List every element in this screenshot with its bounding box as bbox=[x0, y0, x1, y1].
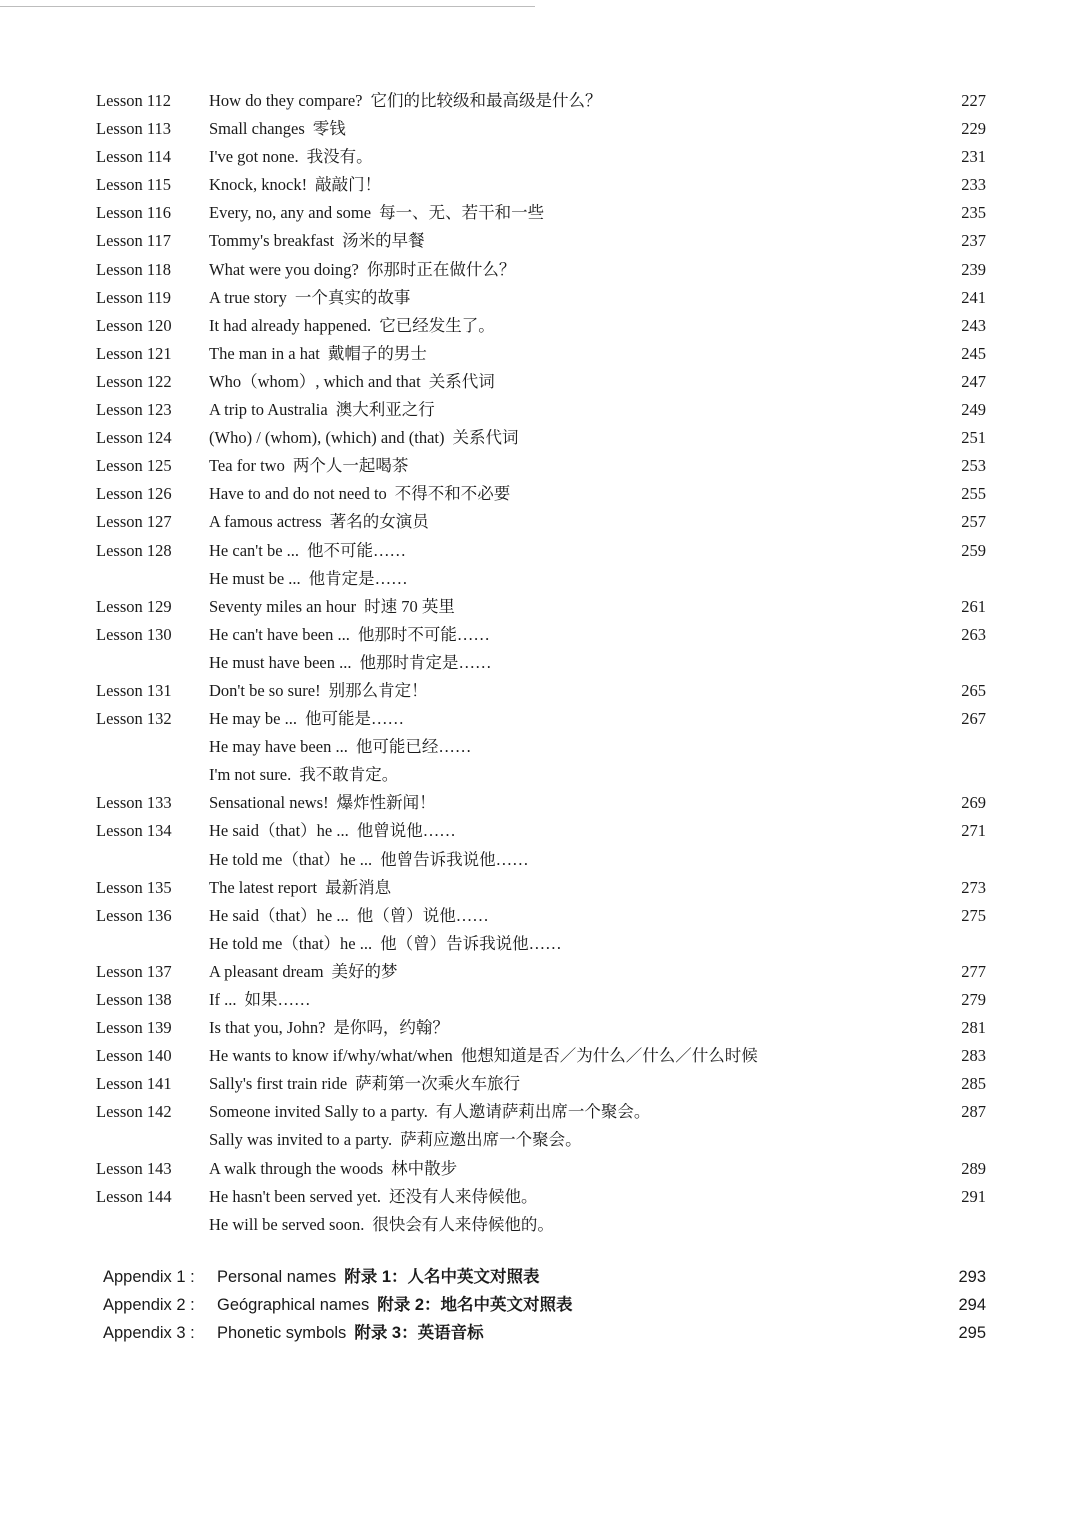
toc-entry[interactable] bbox=[0, 508, 1080, 536]
toc-entry[interactable] bbox=[0, 87, 1080, 115]
toc-entry[interactable] bbox=[0, 199, 1080, 227]
appendix-label: Appendix 1 : bbox=[103, 1267, 195, 1286]
toc-entry[interactable] bbox=[0, 565, 1080, 593]
appendix-label: Appendix 2 : bbox=[103, 1295, 195, 1314]
page-number: 255 bbox=[961, 484, 986, 504]
lesson-title bbox=[209, 1042, 758, 1070]
lesson-title bbox=[209, 452, 408, 480]
lesson-title-english: He said（that）he ... bbox=[209, 905, 349, 925]
lesson-title-english: He can't have been ... bbox=[209, 624, 350, 644]
appendix-title bbox=[217, 1291, 573, 1319]
lesson-title-chinese: 萨莉第一次乘火车旅行 bbox=[355, 1074, 521, 1094]
lesson-title bbox=[209, 284, 410, 312]
lesson-number: Lesson 116 bbox=[96, 203, 172, 223]
lesson-title-chinese: 澳大利亚之行 bbox=[335, 400, 435, 420]
lesson-title bbox=[209, 115, 346, 143]
lesson-title-english: A famous actress bbox=[209, 512, 322, 532]
toc-entry[interactable] bbox=[0, 480, 1080, 508]
page-number: 257 bbox=[961, 512, 986, 532]
toc-entry[interactable] bbox=[0, 761, 1080, 789]
lesson-title bbox=[209, 537, 406, 565]
lesson-title-english: I'm not sure. bbox=[209, 765, 292, 785]
lesson-title-chinese: 林中散步 bbox=[391, 1158, 458, 1178]
appendix-title-english: Phonetic symbols bbox=[217, 1324, 347, 1343]
lesson-title bbox=[209, 1070, 520, 1098]
lesson-title-chinese: 他曾说他…… bbox=[356, 821, 456, 841]
lesson-title bbox=[209, 649, 492, 677]
toc-entry[interactable] bbox=[0, 396, 1080, 424]
table-of-contents bbox=[0, 87, 1080, 1347]
lesson-title bbox=[209, 1014, 449, 1042]
page-number: 289 bbox=[961, 1158, 986, 1178]
lesson-title-english: How do they compare? bbox=[209, 91, 363, 110]
appendix-title-english: Personal names bbox=[217, 1267, 337, 1286]
lesson-title bbox=[209, 705, 404, 733]
page-number: 265 bbox=[961, 680, 986, 700]
toc-entry[interactable] bbox=[0, 143, 1080, 171]
lesson-number: Lesson 121 bbox=[96, 343, 172, 363]
toc-entry[interactable] bbox=[0, 649, 1080, 677]
lesson-title-chinese: 他（曾）告诉我说他…… bbox=[380, 933, 562, 953]
lesson-title-chinese: 如果…… bbox=[244, 990, 311, 1009]
page-number: 291 bbox=[961, 1186, 986, 1206]
lesson-title-chinese: 它们的比较级和最高级是什么？ bbox=[370, 91, 602, 110]
lesson-title-english: Knock, knock! bbox=[209, 175, 308, 195]
lesson-number: Lesson 138 bbox=[96, 990, 172, 1009]
lesson-title-english: He may have been ... bbox=[209, 737, 348, 757]
top-rule bbox=[0, 6, 535, 7]
lesson-number: Lesson 130 bbox=[96, 624, 172, 644]
toc-entry[interactable] bbox=[0, 593, 1080, 621]
page-number: 281 bbox=[961, 1018, 986, 1038]
lesson-title-english: What were you doing? bbox=[209, 259, 359, 279]
lesson-number: Lesson 140 bbox=[96, 1046, 172, 1066]
lesson-number: Lesson 132 bbox=[96, 709, 172, 729]
lesson-title-chinese: 他可能已经…… bbox=[355, 737, 472, 757]
lesson-title-english: The latest report bbox=[209, 877, 318, 897]
lesson-title-english: He hasn't been served yet. bbox=[209, 1186, 382, 1206]
lesson-title-chinese: 是你吗，约翰？ bbox=[333, 1018, 449, 1038]
lesson-number: Lesson 119 bbox=[96, 287, 172, 307]
toc-entry[interactable] bbox=[0, 817, 1080, 845]
page-number: 287 bbox=[961, 1102, 986, 1122]
page-number: 233 bbox=[961, 175, 986, 195]
toc-entry[interactable] bbox=[0, 1211, 1080, 1239]
lesson-title bbox=[209, 789, 436, 817]
lesson-title-english: He told me（that）he ... bbox=[209, 933, 373, 953]
lesson-title-english: The man in a hat bbox=[209, 343, 320, 363]
lesson-number: Lesson 133 bbox=[96, 793, 172, 813]
lesson-title bbox=[209, 1183, 538, 1211]
lesson-number: Lesson 131 bbox=[96, 680, 172, 700]
lesson-number: Lesson 115 bbox=[96, 175, 172, 195]
lesson-title-english: A true story bbox=[209, 287, 287, 307]
page-number: 285 bbox=[961, 1074, 986, 1094]
toc-entry[interactable] bbox=[0, 621, 1080, 649]
lesson-number: Lesson 117 bbox=[96, 231, 172, 251]
appendix-title-chinese: 附录 3：英语音标 bbox=[354, 1324, 484, 1343]
lesson-number: Lesson 120 bbox=[96, 315, 172, 335]
lesson-number: Lesson 143 bbox=[96, 1158, 172, 1178]
lesson-title bbox=[209, 817, 456, 845]
page-number: 249 bbox=[961, 400, 986, 420]
lesson-title-english: Tea for two bbox=[209, 456, 285, 476]
page-number: 241 bbox=[961, 287, 986, 307]
lesson-title bbox=[209, 396, 435, 424]
lesson-title-chinese: 有人邀请萨莉出席一个聚会。 bbox=[435, 1102, 651, 1122]
lesson-title-english: Someone invited Sally to a party. bbox=[209, 1102, 428, 1122]
lesson-title-english: He may be ... bbox=[209, 709, 297, 729]
toc-entry[interactable] bbox=[0, 733, 1080, 761]
lesson-number: Lesson 122 bbox=[96, 371, 172, 391]
lesson-title-chinese: 爆炸性新闻！ bbox=[336, 793, 436, 813]
page-number: 277 bbox=[961, 961, 986, 981]
lesson-title-chinese: 他可能是…… bbox=[304, 709, 404, 729]
lesson-title-chinese: 关系代词 bbox=[428, 371, 495, 391]
lesson-title-english: Small changes bbox=[209, 119, 305, 139]
page-number: 229 bbox=[961, 119, 986, 139]
page-number: 283 bbox=[961, 1046, 986, 1066]
lesson-number: Lesson 112 bbox=[96, 91, 172, 110]
toc-entry[interactable] bbox=[0, 677, 1080, 705]
toc-entry[interactable] bbox=[0, 256, 1080, 284]
lesson-number: Lesson 139 bbox=[96, 1018, 172, 1038]
lesson-title-chinese: 美好的梦 bbox=[331, 961, 398, 981]
toc-entry[interactable] bbox=[0, 958, 1080, 986]
lesson-number: Lesson 141 bbox=[96, 1074, 172, 1094]
lesson-title-chinese: 汤米的早餐 bbox=[342, 231, 425, 251]
toc-entry[interactable] bbox=[0, 452, 1080, 480]
lesson-title-english: Seventy miles an hour bbox=[209, 596, 357, 616]
lesson-title bbox=[209, 677, 428, 705]
toc-entry[interactable] bbox=[0, 1070, 1080, 1098]
lesson-title bbox=[209, 733, 471, 761]
lesson-title bbox=[209, 902, 489, 930]
page-number: 259 bbox=[961, 540, 986, 560]
lesson-title-chinese: 最新消息 bbox=[325, 877, 392, 897]
page-number: 237 bbox=[961, 231, 986, 251]
lesson-title-chinese: 很快会有人来侍候他的。 bbox=[372, 1214, 554, 1234]
appendix-entry[interactable] bbox=[0, 1291, 1080, 1319]
lesson-title bbox=[209, 227, 425, 255]
lesson-number: Lesson 137 bbox=[96, 961, 172, 981]
lesson-title-english: He can't be ... bbox=[209, 540, 300, 560]
lesson-title bbox=[209, 593, 455, 621]
lesson-title-english: Every, no, any and some bbox=[209, 203, 372, 223]
lesson-title bbox=[209, 340, 427, 368]
toc-entry[interactable] bbox=[0, 340, 1080, 368]
page-number: 275 bbox=[961, 905, 986, 925]
lesson-number: Lesson 134 bbox=[96, 821, 172, 841]
lesson-title-english: He will be served soon. bbox=[209, 1214, 365, 1234]
lesson-title-chinese: 关系代词 bbox=[452, 428, 519, 448]
lesson-title-chinese: 我没有。 bbox=[306, 147, 373, 167]
lesson-title bbox=[209, 621, 490, 649]
lesson-number: Lesson 136 bbox=[96, 905, 172, 925]
lesson-title bbox=[209, 1126, 582, 1154]
lesson-title-english: Sensational news! bbox=[209, 793, 329, 813]
toc-entry[interactable] bbox=[0, 537, 1080, 565]
lesson-number: Lesson 128 bbox=[96, 540, 172, 560]
lesson-title-chinese: 别那么肯定！ bbox=[328, 680, 428, 700]
appendix-label: Appendix 3 : bbox=[103, 1324, 195, 1343]
lesson-number: Lesson 124 bbox=[96, 428, 172, 448]
lesson-title-english: He wants to know if/why/what/when bbox=[209, 1046, 453, 1066]
lesson-title-english: He said（that）he ... bbox=[209, 821, 349, 841]
lesson-number: Lesson 129 bbox=[96, 596, 172, 616]
lesson-title-english: Tommy's breakfast bbox=[209, 231, 335, 251]
lesson-title-chinese: 他肯定是…… bbox=[308, 568, 408, 588]
lesson-title bbox=[209, 874, 391, 902]
page-number: 261 bbox=[961, 596, 986, 616]
lesson-number: Lesson 142 bbox=[96, 1102, 172, 1122]
lesson-title-english: A pleasant dream bbox=[209, 961, 324, 981]
lesson-title-chinese: 他那时不可能…… bbox=[357, 624, 490, 644]
lesson-title bbox=[209, 846, 529, 874]
lesson-title bbox=[209, 199, 544, 227]
page-number: 235 bbox=[961, 203, 986, 223]
page-number: 293 bbox=[958, 1267, 986, 1286]
toc-entry[interactable] bbox=[0, 846, 1080, 874]
lesson-title-chinese: 他那时肯定是…… bbox=[359, 652, 492, 672]
toc-entry[interactable] bbox=[0, 789, 1080, 817]
toc-entry[interactable] bbox=[0, 312, 1080, 340]
lesson-title-chinese: 时速 70 英里 bbox=[364, 596, 455, 616]
toc-entry[interactable] bbox=[0, 368, 1080, 396]
appendix-entry[interactable] bbox=[0, 1319, 1080, 1347]
lesson-title bbox=[209, 508, 429, 536]
lesson-title bbox=[209, 1155, 457, 1183]
page-number: 253 bbox=[961, 456, 986, 476]
lesson-title-english: I've got none. bbox=[209, 147, 299, 167]
lesson-title bbox=[209, 1098, 650, 1126]
lesson-title bbox=[209, 171, 381, 199]
lesson-title-chinese: 我不敢肯定。 bbox=[299, 765, 399, 785]
page-number: 263 bbox=[961, 624, 986, 644]
page-number: 273 bbox=[961, 877, 986, 897]
page-number: 271 bbox=[961, 821, 986, 841]
lesson-title-english: He must have been ... bbox=[209, 652, 352, 672]
lesson-number: Lesson 135 bbox=[96, 877, 172, 897]
appendix-title-chinese: 附录 2：地名中英文对照表 bbox=[377, 1295, 573, 1314]
appendix-entry[interactable] bbox=[0, 1263, 1080, 1291]
page-number: 247 bbox=[961, 371, 986, 391]
lesson-title bbox=[209, 565, 408, 593]
lesson-title bbox=[209, 930, 562, 958]
toc-entry[interactable] bbox=[0, 1014, 1080, 1042]
toc-entry[interactable] bbox=[0, 1098, 1080, 1126]
lesson-number: Lesson 144 bbox=[96, 1186, 172, 1206]
toc-entry[interactable] bbox=[0, 902, 1080, 930]
page-number: 243 bbox=[961, 315, 986, 335]
appendix-title-chinese: 附录 1：人名中英文对照表 bbox=[344, 1267, 540, 1286]
lesson-title-english: Who（whom）, which and that bbox=[209, 371, 421, 391]
lesson-title-chinese: 他想知道是否／为什么／什么／什么时候 bbox=[460, 1046, 758, 1066]
toc-entry[interactable] bbox=[0, 284, 1080, 312]
lesson-title bbox=[209, 143, 373, 171]
lesson-title bbox=[209, 761, 398, 789]
lesson-number: Lesson 114 bbox=[96, 147, 172, 167]
lesson-title bbox=[209, 1211, 554, 1239]
lesson-title-chinese: 它已经发生了。 bbox=[379, 315, 495, 335]
section-gap bbox=[0, 1239, 1080, 1263]
appendix-title bbox=[217, 1263, 540, 1291]
lesson-title-chinese: 敲敲门！ bbox=[315, 175, 382, 195]
lesson-title-english: A trip to Australia bbox=[209, 400, 328, 420]
page-number: 231 bbox=[961, 147, 986, 167]
toc-entry[interactable] bbox=[0, 874, 1080, 902]
page-number: 295 bbox=[958, 1324, 986, 1343]
lesson-title-english: Sally was invited to a party. bbox=[209, 1130, 393, 1150]
appendix-title bbox=[217, 1319, 484, 1347]
toc-entry[interactable] bbox=[0, 930, 1080, 958]
lesson-title-english: A walk through the woods bbox=[209, 1158, 384, 1178]
lesson-title-chinese: 一个真实的故事 bbox=[294, 287, 411, 307]
page-number: 245 bbox=[961, 343, 986, 363]
page-number: 267 bbox=[961, 709, 986, 729]
lesson-title bbox=[209, 958, 398, 986]
lesson-number: Lesson 118 bbox=[96, 259, 172, 279]
lesson-title-chinese: 两个人一起喝茶 bbox=[292, 456, 409, 476]
toc-entry[interactable] bbox=[0, 171, 1080, 199]
lesson-title-chinese: 他曾告诉我说他…… bbox=[380, 849, 529, 869]
lesson-title bbox=[209, 986, 311, 1014]
page-number: 251 bbox=[961, 428, 986, 448]
lesson-title-english: He must be ... bbox=[209, 568, 301, 588]
lesson-title-chinese: 零钱 bbox=[312, 119, 346, 139]
lesson-number: Lesson 126 bbox=[96, 484, 172, 504]
lesson-number: Lesson 123 bbox=[96, 400, 172, 420]
lesson-title bbox=[209, 312, 495, 340]
lesson-number: Lesson 125 bbox=[96, 456, 172, 476]
lesson-title-english: If ... bbox=[209, 990, 237, 1009]
lesson-number: Lesson 113 bbox=[96, 119, 172, 139]
toc-entry[interactable] bbox=[0, 1126, 1080, 1154]
lesson-title-chinese: 不得不和不必要 bbox=[394, 484, 511, 504]
toc-entry[interactable] bbox=[0, 1155, 1080, 1183]
lesson-title-chinese: 他不可能…… bbox=[307, 540, 407, 560]
page-number: 227 bbox=[961, 91, 986, 110]
toc-entry[interactable] bbox=[0, 1042, 1080, 1070]
lesson-title bbox=[209, 480, 510, 508]
page-number: 294 bbox=[958, 1295, 986, 1314]
lesson-title-english: Sally's first train ride bbox=[209, 1074, 348, 1094]
lesson-title-english: Have to and do not need to bbox=[209, 484, 387, 504]
lesson-title-chinese: 他（曾）说他…… bbox=[356, 905, 489, 925]
appendix-title-english: Geógraphical names bbox=[217, 1295, 370, 1314]
lesson-title bbox=[209, 87, 602, 115]
lesson-number: Lesson 127 bbox=[96, 512, 172, 532]
lesson-title-chinese: 每一、无、若干和一些 bbox=[379, 203, 545, 223]
page-number: 279 bbox=[961, 990, 986, 1009]
lesson-title-chinese: 萨莉应邀出席一个聚会。 bbox=[400, 1130, 582, 1150]
lesson-title-chinese: 还没有人来侍候他。 bbox=[389, 1186, 538, 1206]
lesson-title-english: Is that you, John? bbox=[209, 1018, 326, 1038]
lesson-title bbox=[209, 424, 519, 452]
page-number: 269 bbox=[961, 793, 986, 813]
toc-entry[interactable] bbox=[0, 424, 1080, 452]
lesson-title bbox=[209, 368, 495, 396]
toc-entry[interactable] bbox=[0, 1183, 1080, 1211]
lesson-title-chinese: 戴帽子的男士 bbox=[327, 343, 427, 363]
toc-entry[interactable] bbox=[0, 115, 1080, 143]
lesson-title-chinese: 你那时正在做什么？ bbox=[366, 259, 516, 279]
lesson-title-chinese: 著名的女演员 bbox=[329, 512, 429, 532]
lesson-title-english: (Who) / (whom), (which) and (that) bbox=[209, 428, 445, 448]
toc-entry[interactable] bbox=[0, 986, 1080, 1014]
toc-entry[interactable] bbox=[0, 705, 1080, 733]
lesson-title bbox=[209, 256, 515, 284]
lesson-title-english: Don't be so sure! bbox=[209, 680, 321, 700]
lesson-title-english: He told me（that）he ... bbox=[209, 849, 373, 869]
lesson-title-english: It had already happened. bbox=[209, 315, 372, 335]
page-number: 239 bbox=[961, 259, 986, 279]
toc-entry[interactable] bbox=[0, 227, 1080, 255]
